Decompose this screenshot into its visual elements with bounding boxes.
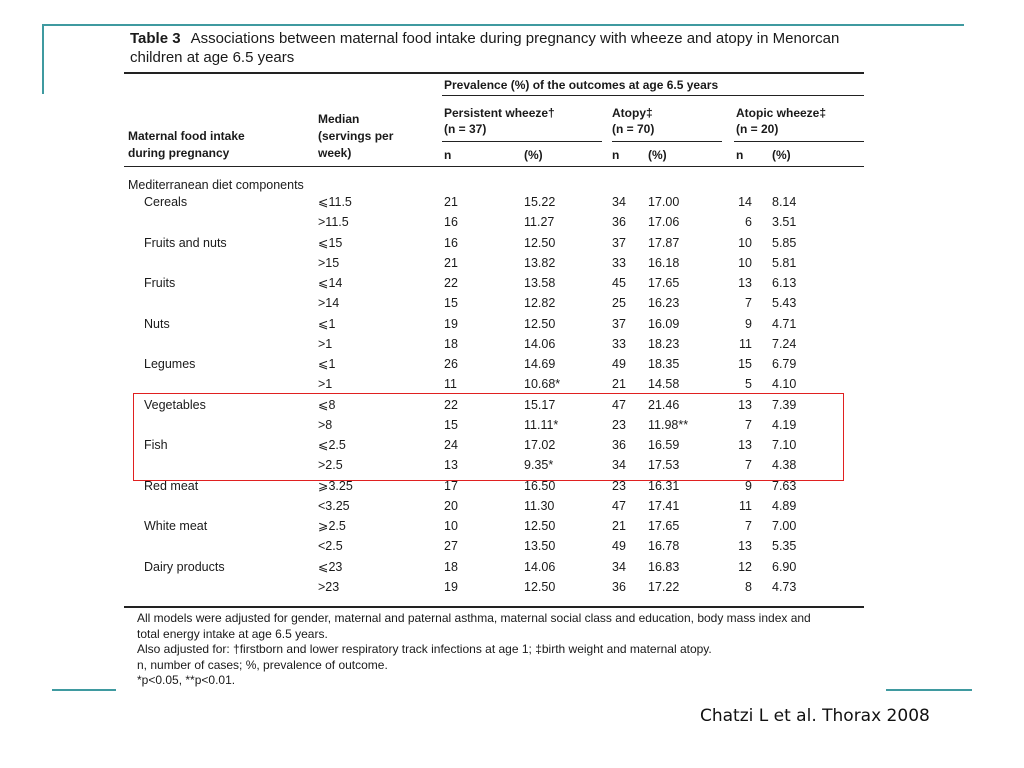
aw-n-cell: 5 bbox=[745, 377, 752, 392]
highlight-box bbox=[133, 393, 844, 481]
at-pct-cell: 16.78 bbox=[648, 539, 680, 554]
aw-pct-cell: 6.79 bbox=[772, 357, 797, 371]
at-n-cell: 47 bbox=[612, 498, 626, 513]
at-n-cell: 34 bbox=[612, 559, 626, 574]
aw-pct-cell: 7.63 bbox=[772, 478, 797, 493]
at-n-cell: 49 bbox=[612, 539, 626, 554]
pw-pct-cell: 15.22 bbox=[524, 195, 556, 209]
pw-pct-cell: 12.82 bbox=[524, 296, 556, 311]
at-pct-header: (%) bbox=[648, 148, 667, 162]
aw-pct-cell: 4.71 bbox=[772, 316, 797, 331]
at-pct-cell: 16.09 bbox=[648, 316, 680, 331]
pw-pct-cell: 12.50 bbox=[524, 579, 556, 594]
median-header-line3: week) bbox=[318, 146, 352, 160]
table-title bbox=[130, 29, 870, 67]
food-cell: Dairy products bbox=[144, 559, 225, 574]
aw-pct-cell: 4.38 bbox=[772, 458, 797, 473]
food-cell: Nuts bbox=[144, 316, 170, 331]
atopy-rule bbox=[612, 141, 722, 142]
footnote: total energy intake at age 6.5 years. bbox=[137, 626, 328, 641]
aw-pct-cell: 4.89 bbox=[772, 498, 797, 513]
median-cell: >8 bbox=[318, 417, 333, 432]
pw-n-cell: 18 bbox=[444, 559, 458, 574]
median-cell: ⩽2.5 bbox=[318, 438, 346, 452]
median-cell: >14 bbox=[318, 296, 340, 311]
intake-header-line2: during pregnancy bbox=[128, 146, 230, 160]
at-pct-cell: 17.65 bbox=[648, 519, 680, 533]
table-bottom-rule bbox=[124, 606, 864, 608]
food-cell: Fish bbox=[144, 438, 168, 452]
at-n-cell: 23 bbox=[612, 478, 626, 493]
pw-n-cell: 16 bbox=[444, 215, 458, 230]
pw-pct-cell: 11.11* bbox=[524, 417, 559, 432]
at-n-header: n bbox=[612, 148, 620, 162]
aw-pct-cell: 5.43 bbox=[772, 296, 797, 311]
food-cell: Legumes bbox=[144, 357, 196, 371]
at-n-cell: 33 bbox=[612, 336, 626, 351]
at-pct-cell: 17.87 bbox=[648, 235, 680, 250]
pw-pct-cell: 12.50 bbox=[524, 316, 556, 331]
at-n-cell: 21 bbox=[612, 377, 626, 392]
slide-top-rule bbox=[42, 24, 964, 26]
at-n-cell: 45 bbox=[612, 276, 626, 290]
food-cell: Fruits and nuts bbox=[144, 235, 227, 250]
aw-n-cell: 13 bbox=[738, 539, 752, 554]
median-cell: ⩽23 bbox=[318, 559, 343, 574]
aw-pct-cell: 8.14 bbox=[772, 195, 797, 209]
pw-pct-cell: 14.06 bbox=[524, 336, 556, 351]
aw-pct-cell: 7.24 bbox=[772, 336, 797, 351]
aw-n-header: n bbox=[736, 148, 744, 162]
aw-n-cell: 7 bbox=[745, 417, 752, 432]
aw-n-cell: 14 bbox=[738, 195, 752, 209]
median-cell: >23 bbox=[318, 579, 340, 594]
footnote: *p<0.05, **p<0.01. bbox=[137, 673, 236, 687]
pw-n-cell: 19 bbox=[444, 316, 458, 331]
at-n-cell: 21 bbox=[612, 519, 626, 533]
median-cell: <3.25 bbox=[318, 498, 350, 513]
aw-pct-cell: 4.19 bbox=[772, 417, 797, 432]
median-cell: ⩽8 bbox=[318, 397, 336, 412]
table-caption: Associations between maternal food intake during pregnancy with wheeze and atopy in Menorcan children at age 6.5 years bbox=[130, 30, 840, 66]
aw-header-line1: Atopic wheeze‡ bbox=[736, 106, 827, 120]
food-cell: Cereals bbox=[144, 195, 188, 209]
at-pct-cell: 17.22 bbox=[648, 579, 680, 594]
median-cell: ⩽14 bbox=[318, 276, 343, 290]
aw-pct-cell: 5.81 bbox=[772, 255, 797, 270]
at-pct-cell: 17.00 bbox=[648, 195, 680, 209]
median-cell: ⩾2.5 bbox=[318, 519, 346, 533]
food-cell: White meat bbox=[144, 519, 208, 533]
food-cell: Vegetables bbox=[144, 397, 206, 412]
at-n-cell: 37 bbox=[612, 316, 626, 331]
pw-header-line2: (n = 37) bbox=[444, 122, 487, 136]
prevalence-header: Prevalence (%) of the outcomes at age 6.5 years bbox=[444, 78, 719, 92]
aw-pct-cell: 3.51 bbox=[772, 215, 797, 230]
aw-n-cell: 11 bbox=[739, 498, 752, 513]
aw-n-cell: 7 bbox=[745, 296, 752, 311]
pw-n-cell: 27 bbox=[444, 539, 458, 554]
footnote: n, number of cases; %, prevalence of outcome. bbox=[137, 657, 388, 672]
pw-pct-cell: 13.50 bbox=[524, 539, 556, 554]
at-pct-cell: 16.31 bbox=[648, 478, 680, 493]
at-pct-cell: 16.83 bbox=[648, 559, 680, 574]
at-pct-cell: 14.58 bbox=[648, 377, 680, 392]
pw-n-cell: 26 bbox=[444, 357, 458, 371]
at-pct-cell: 17.41 bbox=[648, 498, 680, 513]
aw-n-cell: 6 bbox=[745, 215, 752, 230]
at-n-cell: 23 bbox=[612, 417, 626, 432]
food-cell: Red meat bbox=[144, 478, 199, 493]
pw-pct-cell: 11.30 bbox=[524, 498, 555, 513]
aw-n-cell: 8 bbox=[745, 579, 752, 594]
aw-n-cell: 13 bbox=[738, 276, 752, 290]
at-n-cell: 47 bbox=[612, 397, 626, 412]
aw-n-cell: 13 bbox=[738, 438, 752, 452]
pw-n-header: n bbox=[444, 148, 452, 162]
pw-pct-cell: 15.17 bbox=[524, 397, 556, 412]
at-pct-cell: 18.35 bbox=[648, 357, 680, 371]
pw-n-cell: 17 bbox=[444, 478, 458, 493]
at-n-cell: 37 bbox=[612, 235, 626, 250]
pw-pct-cell: 12.50 bbox=[524, 519, 556, 533]
at-pct-cell: 16.59 bbox=[648, 438, 680, 452]
table-number: Table 3 bbox=[130, 30, 181, 47]
footnote: Also adjusted for: †firstborn and lower respiratory track infections at age 1; ‡birth weight and maternal atopy. bbox=[137, 642, 712, 656]
pw-pct-cell: 14.06 bbox=[524, 559, 556, 574]
at-pct-cell: 11.98** bbox=[648, 417, 689, 432]
median-cell: ⩽11.5 bbox=[318, 195, 352, 209]
at-n-cell: 34 bbox=[612, 458, 626, 473]
prevalence-rule bbox=[442, 95, 864, 96]
pw-n-cell: 22 bbox=[444, 397, 458, 412]
aw-pct-cell: 7.00 bbox=[772, 519, 797, 533]
aw-pct-cell: 5.85 bbox=[772, 235, 797, 250]
pw-pct-cell: 10.68* bbox=[524, 377, 561, 392]
aw-n-cell: 7 bbox=[745, 458, 752, 473]
at-n-cell: 33 bbox=[612, 255, 626, 270]
aw-n-cell: 12 bbox=[738, 559, 752, 574]
pw-n-cell: 24 bbox=[444, 438, 458, 452]
data-table bbox=[124, 72, 864, 612]
median-cell: >2.5 bbox=[318, 458, 343, 473]
aw-pct-cell: 7.39 bbox=[772, 397, 797, 412]
aw-pct-cell: 5.35 bbox=[772, 539, 797, 554]
pw-n-cell: 15 bbox=[444, 296, 458, 311]
aw-n-cell: 11 bbox=[739, 336, 752, 351]
median-cell: >1 bbox=[318, 377, 333, 392]
at-pct-cell: 17.06 bbox=[648, 215, 680, 230]
at-n-cell: 36 bbox=[612, 438, 626, 452]
header-bottom-rule bbox=[124, 166, 864, 167]
median-cell: <2.5 bbox=[318, 539, 343, 554]
table-footnotes bbox=[137, 611, 867, 689]
at-n-cell: 36 bbox=[612, 215, 626, 230]
aw-header-line2: (n = 20) bbox=[736, 122, 779, 136]
pw-pct-cell: 13.58 bbox=[524, 276, 556, 290]
citation: Chatzi L et al. Thorax 2008 bbox=[700, 706, 930, 726]
pw-n-cell: 21 bbox=[444, 195, 458, 209]
median-cell: ⩽1 bbox=[318, 357, 336, 371]
median-cell: ⩾3.25 bbox=[318, 478, 353, 493]
median-header-line2: (servings per bbox=[318, 129, 394, 143]
table-top-rule bbox=[124, 72, 864, 74]
aw-pct-header: (%) bbox=[772, 148, 791, 162]
pw-n-cell: 11 bbox=[444, 377, 457, 392]
pw-n-cell: 16 bbox=[444, 235, 458, 250]
at-n-cell: 49 bbox=[612, 357, 626, 371]
pw-header-line1: Persistent wheeze† bbox=[444, 106, 555, 120]
atopy-header-line1: Atopy‡ bbox=[612, 106, 653, 120]
pw-pct-cell: 12.50 bbox=[524, 235, 556, 250]
at-pct-cell: 21.46 bbox=[648, 397, 680, 412]
pw-n-cell: 20 bbox=[444, 498, 458, 513]
aw-n-cell: 9 bbox=[745, 316, 752, 331]
aw-rule bbox=[734, 141, 864, 142]
at-pct-cell: 17.53 bbox=[648, 458, 680, 473]
pw-n-cell: 15 bbox=[444, 417, 458, 432]
pw-n-cell: 22 bbox=[444, 276, 458, 290]
section-label: Mediterranean diet components bbox=[128, 178, 304, 192]
aw-n-cell: 7 bbox=[745, 519, 752, 533]
median-cell: ⩽1 bbox=[318, 316, 336, 331]
pw-pct-cell: 16.50 bbox=[524, 478, 556, 493]
median-cell: >11.5 bbox=[318, 215, 349, 230]
pw-pct-cell: 13.82 bbox=[524, 255, 556, 270]
pw-n-cell: 13 bbox=[444, 458, 458, 473]
pw-n-cell: 19 bbox=[444, 579, 458, 594]
aw-pct-cell: 6.13 bbox=[772, 276, 797, 290]
at-n-cell: 36 bbox=[612, 579, 626, 594]
aw-n-cell: 10 bbox=[738, 235, 752, 250]
pw-pct-cell: 11.27 bbox=[524, 215, 555, 230]
aw-pct-cell: 4.10 bbox=[772, 377, 797, 392]
intake-header-line1: Maternal food intake bbox=[128, 129, 245, 143]
pw-n-cell: 18 bbox=[444, 336, 458, 351]
at-pct-cell: 16.18 bbox=[648, 255, 680, 270]
footnote: All models were adjusted for gender, maternal and paternal asthma, maternal social class and education, body mass index and bbox=[137, 611, 811, 625]
median-header-line1: Median bbox=[318, 112, 360, 126]
pw-pct-header: (%) bbox=[524, 148, 543, 162]
food-cell: Fruits bbox=[144, 276, 176, 290]
aw-pct-cell: 6.90 bbox=[772, 559, 797, 574]
median-cell: ⩽15 bbox=[318, 235, 343, 250]
at-pct-cell: 17.65 bbox=[648, 276, 680, 290]
aw-n-cell: 13 bbox=[738, 397, 752, 412]
pw-n-cell: 10 bbox=[444, 519, 458, 533]
at-pct-cell: 16.23 bbox=[648, 296, 680, 311]
aw-pct-cell: 4.73 bbox=[772, 579, 797, 594]
aw-n-cell: 15 bbox=[738, 357, 752, 371]
pw-pct-cell: 9.35* bbox=[524, 458, 554, 473]
pw-rule bbox=[442, 141, 602, 142]
atopy-header-line2: (n = 70) bbox=[612, 122, 655, 136]
at-n-cell: 34 bbox=[612, 195, 626, 209]
at-n-cell: 25 bbox=[612, 296, 626, 311]
at-pct-cell: 18.23 bbox=[648, 336, 680, 351]
pw-pct-cell: 14.69 bbox=[524, 357, 556, 371]
pw-n-cell: 21 bbox=[444, 255, 458, 270]
median-cell: >1 bbox=[318, 336, 333, 351]
slide-bottom-left-rule bbox=[52, 689, 116, 691]
median-cell: >15 bbox=[318, 255, 340, 270]
pw-pct-cell: 17.02 bbox=[524, 438, 556, 452]
aw-n-cell: 9 bbox=[745, 478, 752, 493]
slide-left-rule bbox=[42, 24, 44, 94]
slide-bottom-right-rule bbox=[886, 689, 972, 691]
aw-pct-cell: 7.10 bbox=[772, 438, 797, 452]
aw-n-cell: 10 bbox=[738, 255, 752, 270]
